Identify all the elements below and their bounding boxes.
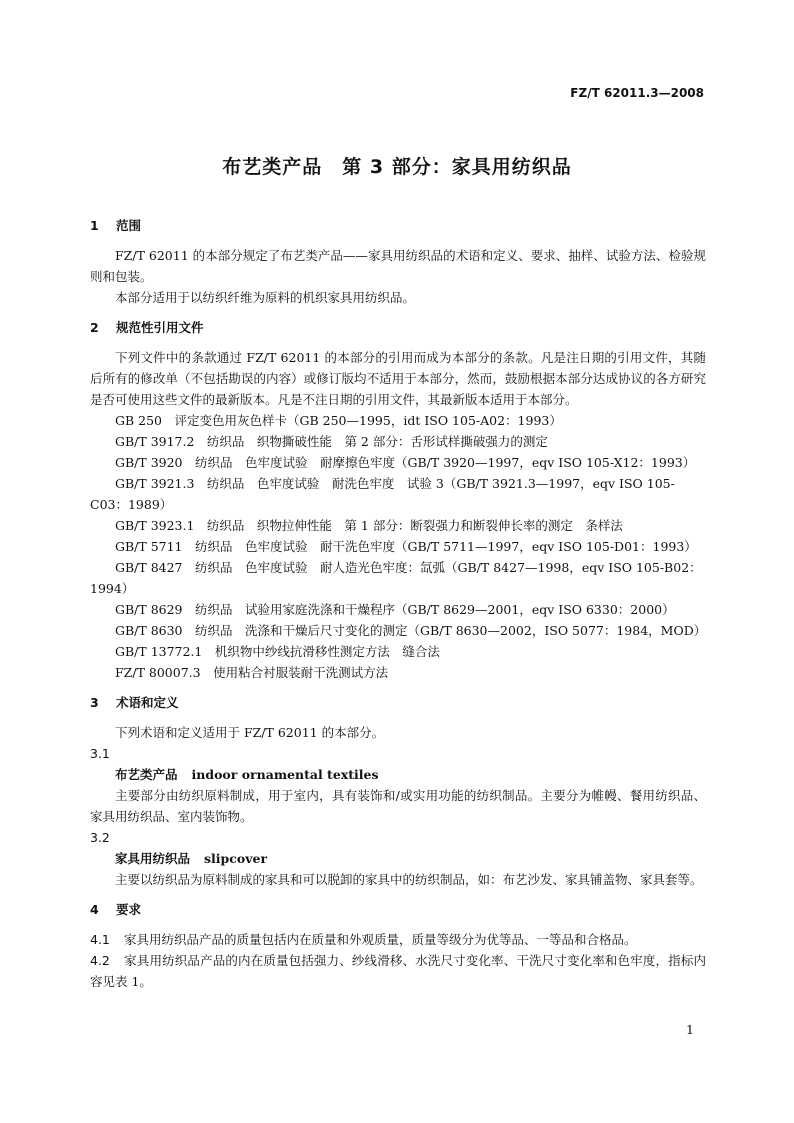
term-name-zh: 家具用纺织品 bbox=[115, 851, 191, 866]
clause-number: 4.2 bbox=[90, 953, 110, 968]
term-definition: 主要以纺织品为原料制成的家具和可以脱卸的家具中的纺织制品，如：布艺沙发、家具铺盖物、家具套等。 bbox=[115, 872, 703, 887]
section-heading-terms bbox=[90, 692, 706, 713]
terms-intro: 下列术语和定义适用于 FZ/T 62011 的本部分。 bbox=[115, 725, 385, 740]
clause-text: 家具用纺织品产品的质量包括内在质量和外观质量，质量等级分为优等品、一等品和合格品。 bbox=[124, 932, 637, 947]
section-title: 要求 bbox=[116, 902, 142, 917]
reference-item: GB/T 3917.2 纺织品 织物撕破性能 第 2 部分：舌形试样撕破强力的测定 bbox=[115, 434, 548, 449]
reference-item: GB/T 3920 纺织品 色牢度试验 耐摩擦色牢度（GB/T 3920—1997，eqv ISO 105-X12：1993） bbox=[115, 455, 696, 470]
reference-item: GB/T 3923.1 纺织品 织物拉伸性能 第 1 部分：断裂强力和断裂伸长率的测定 条样法 bbox=[115, 518, 623, 533]
clause-number: 4.1 bbox=[90, 932, 110, 947]
section-title: 范围 bbox=[116, 218, 142, 233]
section-title: 规范性引用文件 bbox=[116, 320, 204, 335]
reference-item: GB/T 5711 纺织品 色牢度试验 耐干洗色牢度（GB/T 5711—1997，eqv ISO 105-D01：1993） bbox=[115, 539, 697, 554]
section-heading-requirements bbox=[90, 899, 706, 920]
term-name-en: indoor ornamental textiles bbox=[191, 767, 379, 782]
requirement-clause bbox=[90, 929, 706, 950]
reference-item: FZ/T 80007.3 使用粘合衬服装耐干洗测试方法 bbox=[115, 665, 389, 680]
term-number: 3.1 bbox=[90, 746, 110, 761]
section-number: 2 bbox=[90, 320, 99, 335]
term-name bbox=[90, 848, 706, 869]
section-title: 术语和定义 bbox=[116, 695, 179, 710]
term-name bbox=[90, 764, 706, 785]
scope-paragraph: FZ/T 62011 的本部分规定了布艺类产品——家具用纺织品的术语和定义、要求、抽样、试验方法、检验规则和包装。 bbox=[90, 248, 706, 284]
section-number: 4 bbox=[90, 902, 99, 917]
term-name-zh: 布艺类产品 bbox=[115, 767, 178, 782]
page-number: 1 bbox=[686, 1022, 694, 1037]
term-number: 3.2 bbox=[90, 830, 110, 845]
clause-text: 家具用纺织品产品的内在质量包括强力、纱线滑移、水洗尺寸变化率、干洗尺寸变化率和色牢度，指标内容见表 1。 bbox=[90, 953, 706, 989]
reference-item: GB/T 8630 纺织品 洗涤和干燥后尺寸变化的测定（GB/T 8630—2002，ISO 5077：1984，MOD） bbox=[115, 623, 707, 638]
reference-item: GB/T 3921.3 纺织品 色牢度试验 耐洗色牢度 试验 3（GB/T 3921.3—1997，eqv ISO 105-C03：1989） bbox=[90, 476, 675, 512]
section-heading-scope bbox=[90, 215, 706, 236]
document-body bbox=[90, 215, 706, 992]
reference-item: GB/T 8427 纺织品 色牢度试验 耐人造光色牢度：氙弧（GB/T 8427—1998，eqv ISO 105-B02：1994） bbox=[90, 560, 702, 596]
term-definition: 主要部分由纺织原料制成，用于室内，具有装饰和/或实用功能的纺织制品。主要分为帷幔、餐用纺织品、家具用纺织品、室内装饰物。 bbox=[90, 788, 706, 824]
scope-paragraph: 本部分适用于以纺织纤维为原料的机织家具用纺织品。 bbox=[115, 290, 416, 305]
term-name-en: slipcover bbox=[204, 851, 268, 866]
section-heading-normative bbox=[90, 317, 706, 338]
reference-item: GB/T 13772.1 机织物中纱线抗滑移性测定方法 缝合法 bbox=[115, 644, 440, 659]
section-number: 1 bbox=[90, 218, 99, 233]
reference-item: GB 250 评定变色用灰色样卡（GB 250—1995，idt ISO 105-A02：1993） bbox=[115, 413, 562, 428]
document-title: 布艺类产品 第 3 部分：家具用纺织品 bbox=[222, 156, 572, 178]
normative-intro: 下列文件中的条款通过 FZ/T 62011 的本部分的引用而成为本部分的条款。凡是注日期的引用文件，其随后所有的修改单（不包括勘误的内容）或修订版均不适用于本部分，然而，鼓励根据本部分达成协议的各方研究是否可使用这些文件的最新版本。凡是不注日期的引用文件，其最新版本适用于本部分。 bbox=[90, 350, 706, 407]
section-number: 3 bbox=[90, 695, 99, 710]
requirement-clause bbox=[90, 950, 706, 992]
reference-item: GB/T 8629 纺织品 试验用家庭洗涤和干燥程序（GB/T 8629—2001，eqv ISO 6330：2000） bbox=[115, 602, 675, 617]
standard-number: FZ/T 62011.3—2008 bbox=[570, 86, 704, 100]
